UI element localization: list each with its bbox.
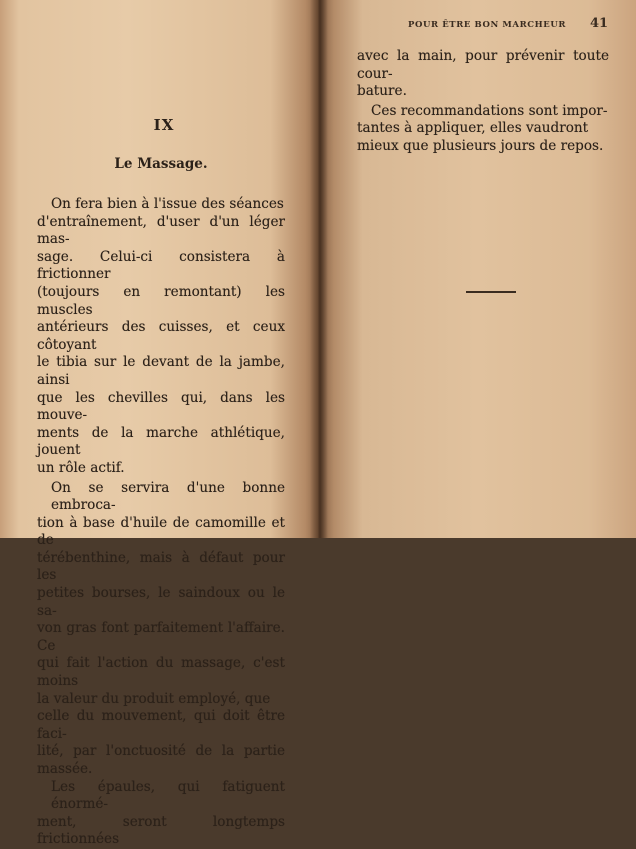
body-line: (toujours en remontant) les muscles bbox=[37, 283, 285, 318]
page-number: 41 bbox=[590, 16, 609, 31]
body-line: Les épaules, qui fatiguent énormé- bbox=[51, 778, 285, 813]
chapter-title: Le Massage. bbox=[114, 156, 208, 172]
body-line: celle du mouvement, qui doit être faci- bbox=[37, 708, 285, 742]
body-line: la valeur du produit employé, que bbox=[37, 690, 271, 707]
body-line: bature. bbox=[357, 83, 407, 100]
body-line: un rôle actif. bbox=[37, 459, 125, 476]
body-line: lité, par l'onctuosité de la partie massée. bbox=[37, 743, 285, 777]
body-line: que les chevilles qui, dans les mouve- bbox=[37, 389, 285, 424]
body-line: avec la main, pour prévenir toute cour- bbox=[357, 48, 609, 82]
body-line: von gras font parfaitement l'affaire. Ce bbox=[37, 620, 285, 654]
body-line: ments de la marche athlétique, jouent bbox=[37, 424, 285, 459]
section-end-rule bbox=[466, 291, 516, 293]
body-line: mieux que plusieurs jours de repos. bbox=[357, 137, 604, 154]
body-line: térébenthine, mais à défaut pour les bbox=[37, 549, 285, 584]
body-line: d'entraînement, d'user d'un léger mas- bbox=[37, 213, 285, 248]
body-line: Ces recommandations sont impor- bbox=[371, 102, 608, 119]
body-line: le tibia sur le devant de la jambe, ainsi bbox=[37, 354, 285, 388]
body-line: On se servira d'une bonne embroca- bbox=[51, 479, 285, 514]
body-line: tion à base d'huile de camomille et de bbox=[37, 514, 285, 549]
body-line: petites bourses, le saindoux ou le sa- bbox=[37, 585, 285, 619]
body-line: sage. Celui-ci consistera à frictionner bbox=[37, 248, 285, 283]
body-line: qui fait l'action du massage, c'est moins bbox=[37, 655, 285, 690]
book-gutter bbox=[310, 0, 328, 538]
body-line: ment, seront longtemps frictionnées bbox=[37, 813, 285, 848]
left-body-text bbox=[37, 196, 285, 849]
body-line: On fera bien à l'issue des séances bbox=[51, 196, 284, 212]
body-line: tantes à appliquer, elles vaudront bbox=[357, 120, 589, 137]
right-body-text bbox=[357, 48, 609, 156]
chapter-number: IX bbox=[153, 116, 175, 134]
running-head: POUR ÊTRE BON MARCHEUR bbox=[408, 20, 567, 30]
body-line: antérieurs des cuisses, et ceux côtoyant bbox=[37, 319, 285, 353]
